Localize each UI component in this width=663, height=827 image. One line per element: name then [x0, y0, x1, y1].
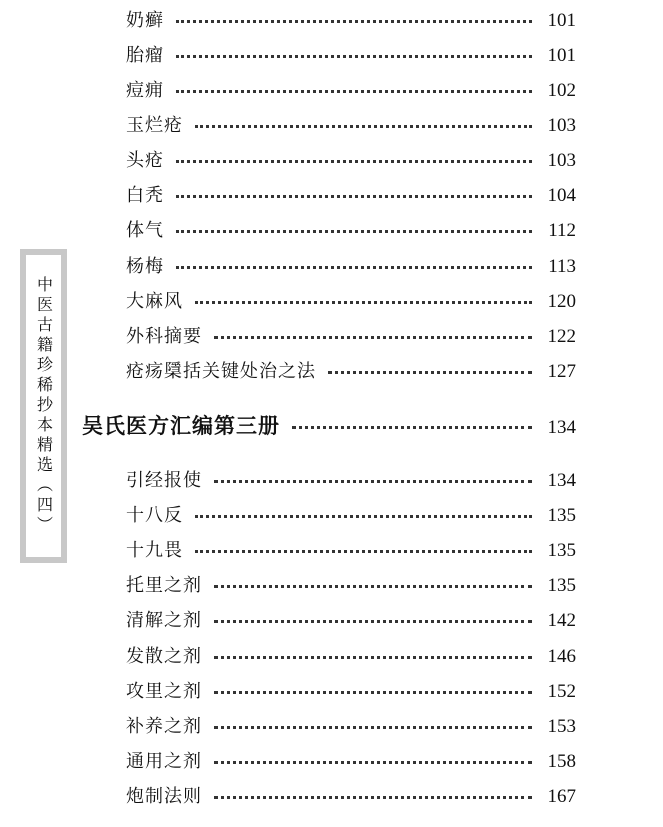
toc-title: 胎瘤 — [126, 45, 164, 66]
toc-title: 杨梅 — [126, 256, 164, 277]
toc-entry-row — [126, 677, 576, 703]
toc-page-number: 101 — [547, 45, 576, 66]
toc-leader-dots — [214, 761, 532, 764]
toc-page-number: 135 — [547, 575, 576, 596]
toc-leader-dots — [195, 125, 532, 128]
toc-leader-dots — [195, 301, 532, 304]
toc-section-row — [82, 410, 576, 440]
toc-entry-row — [126, 747, 576, 773]
toc-entry-row — [126, 571, 576, 597]
toc-page-number: 104 — [547, 185, 576, 206]
toc-entry-row — [126, 466, 576, 492]
toc-page-number: 113 — [548, 256, 576, 277]
toc-title: 通用之剂 — [126, 751, 202, 772]
toc-page-number: 146 — [547, 646, 576, 667]
toc-leader-dots — [195, 515, 532, 518]
toc-page-number: 103 — [547, 150, 576, 171]
toc-title: 玉烂疮 — [126, 115, 183, 136]
toc-title: 痘痈 — [126, 80, 164, 101]
toc-page-number: 127 — [547, 361, 576, 382]
toc-entry-row — [126, 216, 576, 242]
toc-title: 发散之剂 — [126, 646, 202, 667]
toc-page-number: 102 — [547, 80, 576, 101]
toc-title: 攻里之剂 — [126, 681, 202, 702]
toc-title: 十九畏 — [126, 540, 183, 561]
toc-entry-row — [126, 782, 576, 808]
toc-page-number: 122 — [547, 326, 576, 347]
toc-entry-row — [126, 146, 576, 172]
toc-entry-row — [126, 322, 576, 348]
toc-title: 炮制法则 — [126, 786, 202, 807]
toc-entry-row — [126, 252, 576, 278]
toc-page-number: 158 — [547, 751, 576, 772]
toc-title: 头疮 — [126, 150, 164, 171]
toc-leader-dots — [214, 480, 532, 483]
toc-leader-dots — [328, 371, 532, 374]
toc-leader-dots — [176, 160, 532, 163]
toc-leader-dots — [176, 230, 532, 233]
toc-page-number: 134 — [547, 417, 576, 438]
toc-page-number: 134 — [547, 470, 576, 491]
toc-entry-row — [126, 501, 576, 527]
toc-leader-dots — [214, 796, 532, 799]
toc-entry-row — [126, 76, 576, 102]
toc-entry-row — [126, 536, 576, 562]
toc-leader-dots — [176, 266, 532, 269]
toc-leader-dots — [176, 90, 532, 93]
toc-entry-row — [126, 357, 576, 383]
toc-page-number: 103 — [547, 115, 576, 136]
toc-title: 引经报使 — [126, 470, 202, 491]
toc-entry-row — [126, 642, 576, 668]
toc-leader-dots — [214, 726, 532, 729]
toc-leader-dots — [176, 20, 532, 23]
toc-title: 奶癣 — [126, 10, 164, 31]
toc-entry-row — [126, 111, 576, 137]
toc-leader-dots — [214, 691, 532, 694]
toc-entry-row — [126, 6, 576, 32]
toc-page-number: 112 — [548, 220, 576, 241]
toc-page-number: 152 — [547, 681, 576, 702]
toc-title: 托里之剂 — [126, 575, 202, 596]
toc-page-number: 135 — [547, 505, 576, 526]
toc-leader-dots — [214, 585, 532, 588]
toc-page-number: 101 — [547, 10, 576, 31]
toc-title: 外科摘要 — [126, 326, 202, 347]
toc-leader-dots — [292, 426, 532, 429]
toc-leader-dots — [176, 55, 532, 58]
toc-entry-row — [126, 712, 576, 738]
toc-entry-row — [126, 41, 576, 67]
toc-page-number: 167 — [547, 786, 576, 807]
toc-title: 十八反 — [126, 505, 183, 526]
side-label-text: 中医古籍珍稀抄本精选（四） — [34, 276, 54, 536]
toc-leader-dots — [195, 550, 532, 553]
toc-title: 疮疡檃括关键处治之法 — [126, 361, 316, 382]
toc-page-number: 120 — [547, 291, 576, 312]
toc-page-number: 142 — [547, 610, 576, 631]
toc-leader-dots — [176, 195, 532, 198]
toc-leader-dots — [214, 620, 532, 623]
toc-title: 白秃 — [126, 185, 164, 206]
toc-leader-dots — [214, 656, 532, 659]
toc-title: 体气 — [126, 220, 164, 241]
toc-title: 吴氏医方汇编第三册 — [82, 414, 280, 438]
toc-page-number: 153 — [547, 716, 576, 737]
toc-entry-row — [126, 181, 576, 207]
toc-title: 大麻风 — [126, 291, 183, 312]
toc-page-number: 135 — [547, 540, 576, 561]
toc-title: 补养之剂 — [126, 716, 202, 737]
toc-entry-row — [126, 606, 576, 632]
toc-title: 清解之剂 — [126, 610, 202, 631]
toc-leader-dots — [214, 336, 532, 339]
toc-entry-row — [126, 287, 576, 313]
